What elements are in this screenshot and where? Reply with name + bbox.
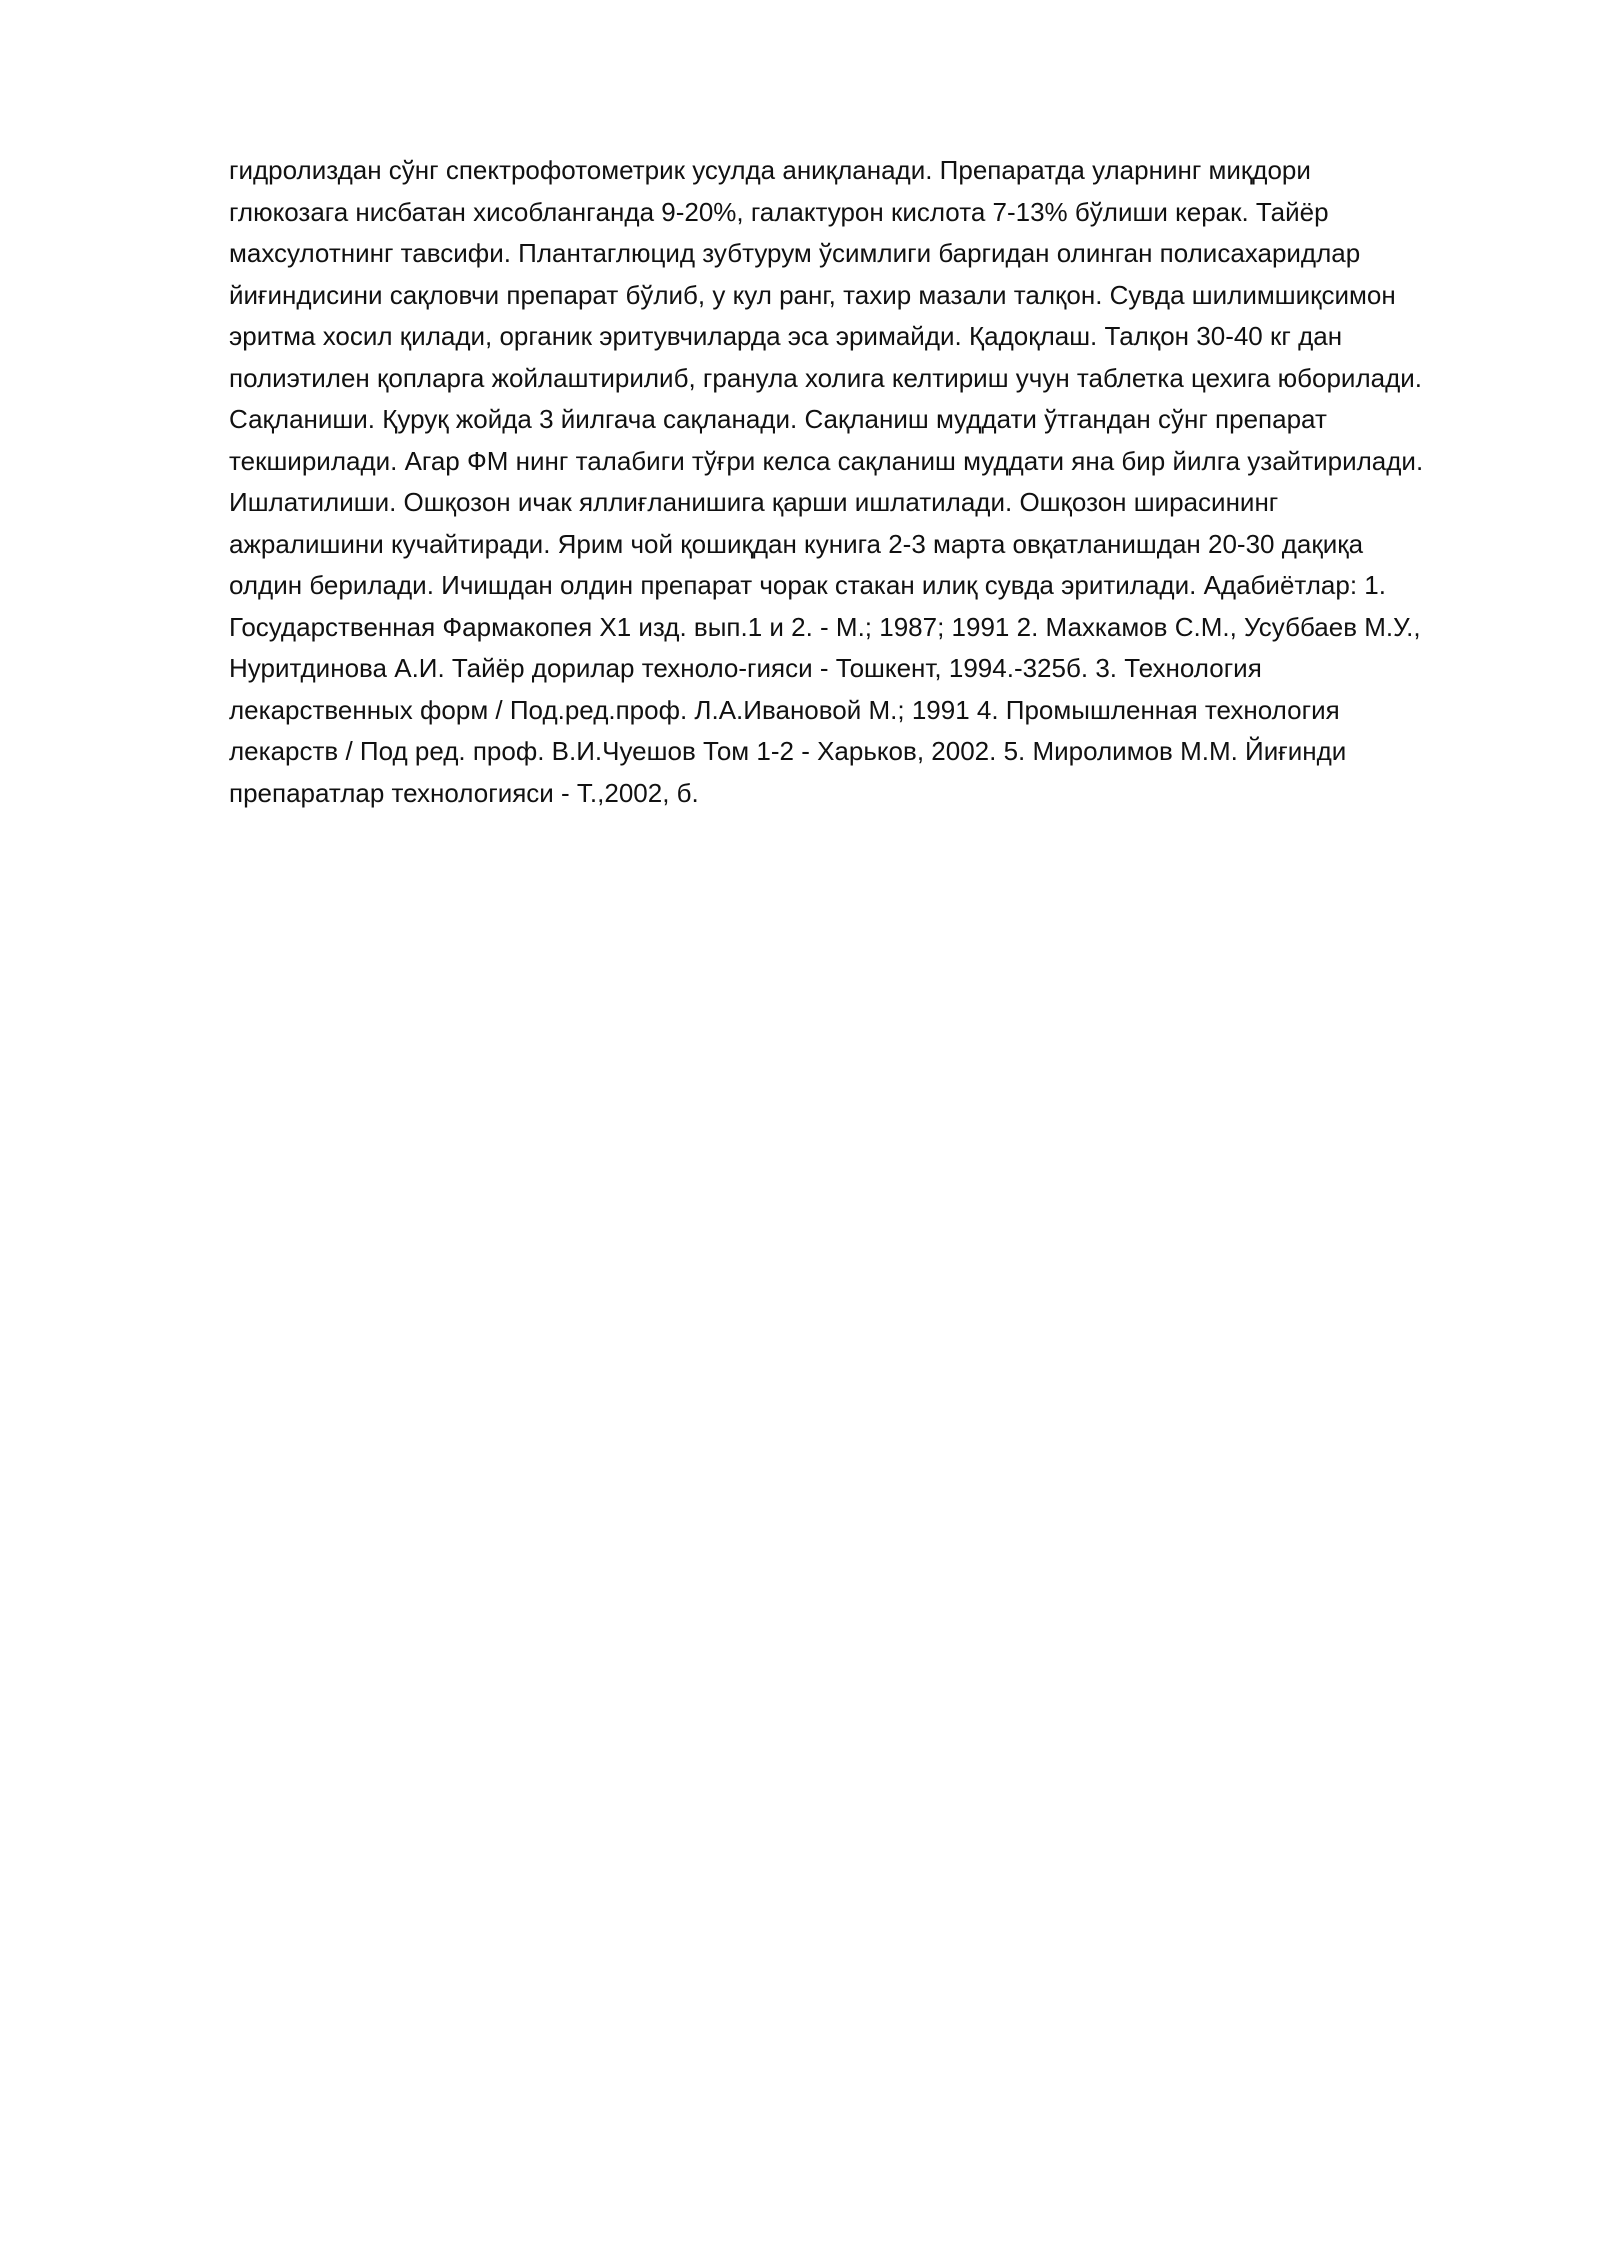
text-line: Государственная Фармакопея X1 изд. вып.1 и 2. - М.; 1987; 1991 2. Махкамов С.М., Усуббаев М.У., (229, 611, 1421, 642)
text-line: олдин берилади. Ичишдан олдин препарат чорак стакан илиқ сувда эритилади. Адабиётлар: 1. (229, 570, 1386, 600)
text-line: гидролиздан сўнг спектрофотометрик усулда аниқланади. Препаратда уларнинг миқдори (229, 155, 1311, 185)
text-line: Ишлатилиши. Ошқозон ичак яллиғланишига қарши ишлатилади. Ошқозон ширасининг (229, 487, 1279, 517)
text-line: ажралишини кучайтиради. Ярим чой қошиқдан кунига 2-3 марта овқатланишдан 20-30 дақиқа (229, 528, 1364, 559)
text-line: глюкозага нисбатан хисоблангaнда 9-20%, галактурон кислота 7-13% бўлиши керак. Тайёр (229, 196, 1329, 227)
text-line: Нуритдинова А.И. Тайёр дорилар техноло-гияси - Тошкент, 1994.-325б. 3. Технология (229, 653, 1262, 683)
body-text (229, 150, 1519, 814)
text-line: полиэтилен қопларга жойлаштирилиб, гранула холига келтириш учун таблетка цехига юборилади. (229, 362, 1423, 393)
text-line: Сақланиши. Қуруқ жойда 3 йилгача сақланади. Сақланиш муддати ўтгандан сўнг препарат (229, 404, 1327, 434)
text-line: лекарственных форм / Под.ред.проф. Л.А.Ивановой М.; 1991 4. Промышленная технология (229, 694, 1340, 725)
text-line: йиғиндисини сақловчи препарат бўлиб, у кул ранг, тахир мазали талқон. Сувда шилимшиқсимон (229, 279, 1396, 310)
text-line: махсулотнинг тавсифи. Плантаглюцид зубтурум ўсимлиги баргидан олинган полисахаридлар (229, 238, 1361, 268)
text-line: эритма хосил қилади, органик эритувчиларда эса эримайди. Қадоқлаш. Талқон 30-40 кг дан (229, 321, 1343, 351)
text-line: текширилади. Агар ФМ нинг талабиги тўғри келса сақланиш муддати яна бир йилга узайтирилади. (229, 445, 1424, 476)
text-line: лекарств / Под ред. проф. В.И.Чуешов Том 1-2 - Харьков, 2002. 5. Миролимов М.М. Йиғинди (229, 736, 1347, 766)
text-line: препаратлар технологияси - Т.,2002, б. (229, 777, 699, 808)
